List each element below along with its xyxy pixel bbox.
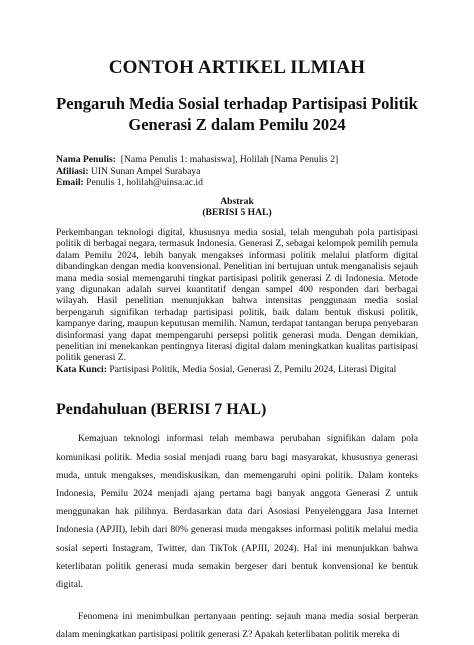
email-row xyxy=(56,177,418,189)
keywords-label: Kata Kunci: xyxy=(56,363,107,375)
abstract-heading xyxy=(56,196,418,219)
introduction-paragraph-1: Kemajuan teknologi informasi telah membawa perubahan signifikan dalam pola komunikasi politik. Media sosial menjadi ruang baru bagi masyarakat, khususnya generasi muda, untuk mengakses, mendiskusikan, dan memengaruhi opini politik. Dalam konteks Indonesia, Pemilu 2024 menjadi ajang pertama bagi banyak anggota Generasi Z untuk menggunakan hak pilihnya. Berdasarkan data dari Asosiasi Penyelenggara Jasa Internet Indonesia (APJII), lebih dari 80% generasi muda mengakses informasi politik melalui media sosial seperti Instagram, Twitter, dan TikTok (APJII, 2024). Hal ini menunjukkan bahwa keterlibatan politik generasi muda semakin bergeser dari bentuk konvensional ke bentuk digital. xyxy=(56,433,418,591)
paper-title-line-2: Generasi Z dalam Pemilu 2024 xyxy=(128,115,346,134)
email-value: Penulis 1, holilah@uinsa.ac.id xyxy=(86,177,203,189)
paper-title xyxy=(56,93,418,135)
authors-row xyxy=(56,154,418,166)
abstract-title: Abstrak xyxy=(220,195,254,207)
affiliation-row xyxy=(56,166,418,178)
authors-value: [Nama Penulis 1: mahasiswa], Holilah [Nama Penulis 2] xyxy=(120,154,339,165)
email-label: Email: xyxy=(56,177,84,189)
keywords xyxy=(56,364,418,376)
abstract-body: Perkembangan teknologi digital, khususnya media sosial, telah mengubah pola partisipasi politik di berbagai negara, termasuk Indonesia. Generasi Z, sebagai kelompok pemilih pemula dalam Pemilu 2024, lebih banyak mengakses informasi politik melalui platform digital dibandingkan dengan media konvensional. Penelitian ini bertujuan untuk menganalisis sejauh mana media sosial memengaruhi tingkat partisipasi politik generasi Z di Indonesia. Metode yang digunakan adalah survei kuantitatif dengan sampel 400 responden dari berbagai wilayah. Hasil penelitian menunjukkan bahwa intensitas penggunaan media sosial berpengaruh signifikan terhadap partisipasi politik, baik dalam bentuk diskusi politik, kampanye daring, maupun keputusan memilih. Namun, terdapat tantangan berupa penyebaran disinformasi yang dapat mempengaruhi persepsi politik generasi muda. Dengan demikian, penelitian ini menekankan pentingnya literasi digital dalam meningkatkan kualitas partisipasi politik generasi Z. xyxy=(56,226,418,364)
authors-label: Nama Penulis: xyxy=(56,154,116,165)
introduction-paragraph-2: Fenomena ini menimbulkan pertanyaan penting: sejauh mana media sosial berperan dalam meningkatkan partisipasi politik generasi Z? Apakah keterlibatan politik mereka di xyxy=(56,611,418,641)
paper-title-line-1: Pengaruh Media Sosial terhadap Partisipasi Politik xyxy=(56,94,418,113)
affiliation-label: Afiliasi: xyxy=(56,165,89,177)
affiliation-value: UIN Sunan Ampel Surabaya xyxy=(90,165,201,177)
keywords-value: Partisipasi Politik, Media Sosial, Generasi Z, Pemilu 2024, Literasi Digital xyxy=(109,363,397,375)
abstract-note: (BERISI 5 HAL) xyxy=(202,207,272,219)
author-info xyxy=(56,154,418,189)
introduction-heading: Pendahuluan (BERISI 7 HAL) xyxy=(56,401,267,419)
document-title: CONTOH ARTIKEL ILMIAH xyxy=(108,57,366,78)
